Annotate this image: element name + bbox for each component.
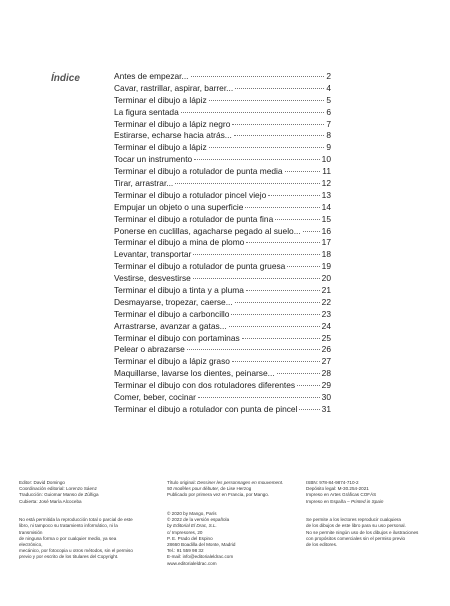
phone: Tel.: 91 559 98 32 <box>167 548 204 554</box>
toc-entry-title: Terminar el dibujo a lápiz <box>114 142 207 153</box>
toc-entry-title: Antes de empezar... <box>114 71 189 81</box>
toc-entry <box>114 119 331 131</box>
toc-entry-page: 9 <box>326 142 331 153</box>
toc-entry-page: 29 <box>321 380 331 391</box>
toc-entry-title: Tirar, arrastrar... <box>114 178 174 189</box>
toc-entry <box>114 95 331 107</box>
toc-entry <box>114 261 331 273</box>
toc-entry-title: Arrastrarse, avanzar a gatas... <box>114 320 227 331</box>
toc-leader-dots <box>193 278 320 279</box>
toc-entry-title: Terminar el dibujo a rotulador pincel viejo <box>114 189 267 200</box>
toc-heading: Índice <box>51 73 80 84</box>
toc-entry-page: 7 <box>326 118 331 129</box>
toc-entry-page: 6 <box>326 106 331 117</box>
toc-entry <box>114 130 331 142</box>
original-title-label: Título original: <box>167 480 198 485</box>
toc-leader-dots <box>194 159 319 160</box>
toc-entry-page: 19 <box>321 261 331 272</box>
first-published: Publicado por primera vez en Francia, por Mango. <box>167 492 270 498</box>
email: E-mail: info@editorialeldrac.com <box>167 554 234 560</box>
toc-entry-page: 24 <box>321 320 331 331</box>
toc-entry-page: 20 <box>321 273 331 284</box>
toc-entry <box>114 190 331 202</box>
legal-line: de ninguna forma o por cualquier medio, ya sea electrónico, <box>19 535 117 547</box>
toc-entry-title: Terminar el dibujo a lápiz negro <box>114 118 231 129</box>
toc-entry <box>114 166 331 178</box>
permission-line: No se permite ningún uso de los dibujos e ilustraciones <box>306 529 419 535</box>
toc-entry <box>114 154 331 166</box>
toc-entry <box>114 285 331 297</box>
toc-entry <box>114 297 331 309</box>
toc-leader-dots <box>229 326 320 327</box>
printer: Impreso en Artes Gráficas COFÁS <box>306 492 377 498</box>
permission-line: de los dibujos de este libro para su uso personal. <box>306 523 406 529</box>
toc-entry-title: Terminar el dibujo a lápiz <box>114 94 207 105</box>
toc-entry-page: 28 <box>321 368 331 379</box>
toc-entry <box>114 71 331 83</box>
toc-entry <box>114 356 331 368</box>
toc-entry-title: Terminar el dibujo a mina de plomo <box>114 237 245 248</box>
address-line: c/ Impresores, 20 <box>167 529 203 535</box>
toc-entry <box>114 178 331 190</box>
toc-entry-page: 2 <box>326 71 331 81</box>
toc-entry-page: 8 <box>326 130 331 141</box>
toc-leader-dots <box>268 195 319 196</box>
toc-entry-title: Terminar el dibujo a rotulador de punta fina <box>114 213 274 224</box>
credit-coordination: Coordinación editorial: Lorenzo Sáenz <box>19 486 97 492</box>
toc-leader-dots <box>187 349 320 350</box>
toc-leader-dots <box>285 171 321 172</box>
toc-entry <box>114 249 331 261</box>
toc-leader-dots <box>234 135 325 136</box>
toc-entry-title: Estirarse, echarse hacia atrás... <box>114 130 232 141</box>
toc-leader-dots <box>232 124 324 125</box>
address-line: 28660 Boadilla del Monte, Madrid <box>167 542 236 547</box>
toc-entry-title: Pelear o abrazarse <box>114 344 185 355</box>
credit-cover: Cubierta: José María Alcoceba <box>19 498 82 504</box>
toc-entry <box>114 380 331 392</box>
toc-entry-title: Terminar el dibujo a rotulador con punta de pincel <box>114 403 298 414</box>
toc-leader-dots <box>198 397 320 398</box>
toc-leader-dots <box>277 373 320 374</box>
toc-entry-title: Comer, beber, cocinar <box>114 392 196 403</box>
toc-entry <box>114 344 331 356</box>
toc-entry <box>114 214 331 226</box>
credit-translation: Traducción: Guiomar Manso de Zúñiga <box>19 492 99 498</box>
website: www.editorialeldrac.com <box>167 560 217 566</box>
toc-leader-dots <box>303 231 320 232</box>
permission-line: con propósitos comerciales sin el permiso previo <box>306 535 406 541</box>
credits-right <box>306 480 436 548</box>
toc-entry-title: Levantar, transportar <box>114 249 192 260</box>
original-title: Dessiner les personnages en mouvement. <box>197 480 284 485</box>
toc-entry-title: Desmayarse, tropezar, caerse... <box>114 296 233 307</box>
toc-entry-title: Terminar el dibujo a lápiz graso <box>114 356 230 367</box>
toc-entry <box>114 202 331 214</box>
toc-entry-page: 31 <box>321 403 331 414</box>
toc-entry <box>114 309 331 321</box>
toc-entry-page: 11 <box>322 166 331 177</box>
toc-entry-page: 12 <box>321 178 331 189</box>
toc-entry-page: 23 <box>321 308 331 319</box>
legal-line: No está permitida la reproducción total o parcial de este <box>19 517 133 523</box>
toc-entry <box>114 321 331 333</box>
toc-leader-dots <box>181 112 325 113</box>
legal-line: previo y por escrito de los titulares del Copyright. <box>19 554 119 560</box>
isbn: ISBN: 978-84-9874-710-2 <box>306 480 359 485</box>
original-author: de Lise Herzog <box>219 486 252 492</box>
toc-leader-dots <box>209 100 325 101</box>
toc-entry-page: 17 <box>321 237 331 248</box>
toc-entry-page: 5 <box>326 94 331 105</box>
toc-entry <box>114 107 331 119</box>
toc-leader-dots <box>297 385 320 386</box>
toc-entry-page: 27 <box>321 356 331 367</box>
toc-entry-page: 21 <box>321 285 331 296</box>
toc-entry-title: Empujar un objeto o una superficie <box>114 201 244 212</box>
toc-leader-dots <box>193 254 319 255</box>
legal-line: mecánico, por fotocopia u otros métodos, sin el permiso <box>19 548 133 554</box>
permission-line: de los editores. <box>306 542 338 547</box>
toc-leader-dots <box>246 242 319 243</box>
toc-entry-title: La figura sentada <box>114 106 179 117</box>
toc-entry-title: Terminar el dibujo a rotulador de punta media <box>114 166 283 177</box>
toc-leader-dots <box>287 266 319 267</box>
toc-entry-title: Cavar, rastrillar, aspirar, barrer... <box>114 82 234 93</box>
toc-leader-dots <box>242 338 320 339</box>
toc-leader-dots <box>231 314 319 315</box>
toc-leader-dots <box>191 76 325 77</box>
toc-leader-dots <box>232 361 320 362</box>
toc-entry-title: Vestirse, desvestirse <box>114 273 191 284</box>
toc-leader-dots <box>275 219 319 220</box>
toc-leader-dots <box>299 409 319 410</box>
toc-entry-page: 4 <box>326 82 331 93</box>
toc-entry <box>114 392 331 404</box>
credits-middle <box>167 480 297 567</box>
toc-entry-title: Terminar el dibujo con portaminas <box>114 332 240 343</box>
copyright-line: by Editorial El Drac, S.L. <box>167 523 217 529</box>
toc-entry-page: 10 <box>321 154 331 165</box>
toc-leader-dots <box>235 88 324 89</box>
printed-in-label: Impreso en España – <box>306 498 351 504</box>
copyright-line: © 2020 by Mango, París <box>167 510 217 516</box>
toc-entry-title: Ponerse en cuclillas, agacharse pegado al suelo... <box>114 225 301 236</box>
toc-leader-dots <box>209 147 325 148</box>
toc-entry-page: 18 <box>321 249 331 260</box>
toc-entry-page: 14 <box>321 201 331 212</box>
original-subtitle: 50 modèles pour débuter, <box>167 486 220 492</box>
toc-entry-page: 13 <box>321 189 331 200</box>
toc-entry-title: Terminar el dibujo a tinta y a pluma <box>114 285 244 296</box>
toc-entry-page: 16 <box>321 225 331 236</box>
table-of-contents <box>114 71 331 416</box>
toc-entry <box>114 333 331 345</box>
toc-leader-dots <box>175 183 319 184</box>
toc-entry <box>114 368 331 380</box>
address-line: P. E. Prado del Espino <box>167 535 213 541</box>
toc-entry-title: Terminar el dibujo con dos rotuladores diferentes <box>114 380 296 391</box>
permission-line: Se permite a los lectores reproducir cualquiera <box>306 517 401 523</box>
toc-entry <box>114 83 331 95</box>
toc-entry-page: 25 <box>321 332 331 343</box>
legal-deposit: Depósito legal: M-30.254-2021 <box>306 486 369 492</box>
toc-entry <box>114 226 331 238</box>
toc-entry-title: Terminar el dibujo a rotulador de punta gruesa <box>114 261 286 272</box>
toc-entry-title: Tocar un instrumento <box>114 154 193 165</box>
toc-entry-page: 22 <box>321 296 331 307</box>
toc-entry <box>114 142 331 154</box>
toc-entry-page: 26 <box>321 344 331 355</box>
legal-line: libro, ni tampoco su tratamiento informático, ni la transmisión <box>19 523 118 535</box>
toc-entry <box>114 404 331 416</box>
toc-leader-dots <box>235 302 320 303</box>
toc-entry-title: Terminar el dibujo a carboncillo <box>114 308 230 319</box>
copyright-line: © 2022 de la versión española <box>167 517 230 523</box>
printed-in-english: Printed in Spain <box>350 498 384 504</box>
toc-leader-dots <box>246 290 320 291</box>
toc-entry-page: 15 <box>321 213 331 224</box>
toc-entry <box>114 273 331 285</box>
toc-leader-dots <box>245 207 319 208</box>
credit-editor: Editor: David Domingo <box>19 480 65 485</box>
toc-entry-page: 30 <box>321 392 331 403</box>
credits-left <box>19 480 139 561</box>
toc-entry <box>114 237 331 249</box>
toc-entry-title: Maquillarse, lavarse los dientes, peinarse... <box>114 368 275 379</box>
